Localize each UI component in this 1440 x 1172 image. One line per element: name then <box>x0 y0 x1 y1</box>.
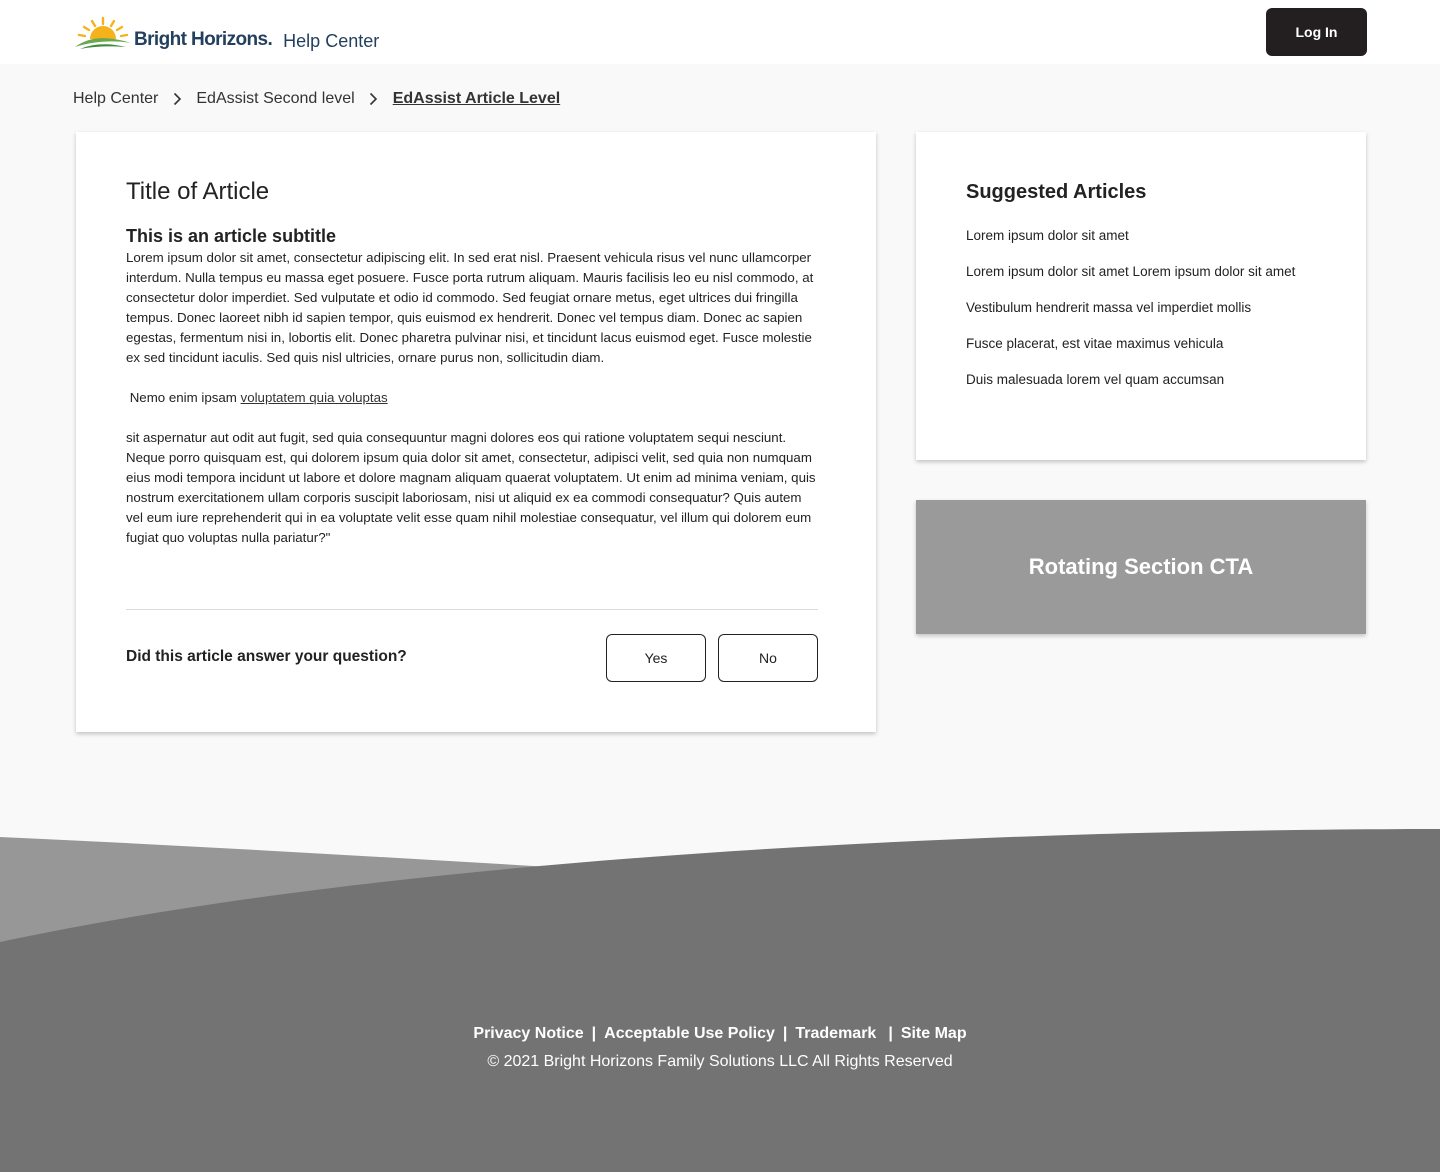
list-item <box>966 334 1306 354</box>
cta-label: Rotating Section CTA <box>1028 554 1254 579</box>
list-item <box>966 226 1306 246</box>
breadcrumb-edassist-second-level[interactable]: EdAssist Second level <box>196 90 355 107</box>
breadcrumb-edassist-article-level[interactable]: EdAssist Article Level <box>392 90 561 107</box>
breadcrumb-help-center[interactable]: Help Center <box>73 90 159 107</box>
feedback-yes-button[interactable]: Yes <box>606 634 706 682</box>
rotating-section-cta[interactable] <box>916 500 1366 634</box>
article-link-line <box>126 388 818 408</box>
suggested-articles-card <box>916 132 1366 460</box>
footer-link-trademark[interactable]: Trademark <box>795 1025 877 1042</box>
separator: | <box>591 1025 597 1042</box>
suggested-articles-list <box>966 226 1306 406</box>
footer-link-privacy-notice[interactable]: Privacy Notice <box>473 1025 584 1042</box>
footer-wave-background <box>0 828 1440 1172</box>
footer-link-acceptable-use-policy[interactable]: Acceptable Use Policy <box>604 1025 775 1042</box>
feedback-no-button[interactable]: No <box>718 634 818 682</box>
footer-link-site-map[interactable]: Site Map <box>900 1025 967 1042</box>
article-title: Title of Article <box>126 178 270 205</box>
sun-logo-icon <box>74 16 132 50</box>
list-item <box>966 262 1306 282</box>
separator: | <box>782 1025 788 1042</box>
chevron-right-icon <box>355 92 393 106</box>
article-inline-link[interactable]: voluptatem quia voluptas <box>240 390 388 405</box>
log-in-button[interactable]: Log In <box>1266 8 1367 56</box>
suggested-article-link[interactable]: Fusce placerat, est vitae maximus vehicula <box>966 336 1224 351</box>
feedback-question: Did this article answer your question? <box>126 648 407 665</box>
copyright-text: © 2021 Bright Horizons Family Solutions LLC All Rights Reserved <box>487 1053 953 1070</box>
separator: | <box>888 1025 893 1042</box>
suggested-article-link[interactable]: Lorem ipsum dolor sit amet Lorem ipsum dolor sit amet <box>966 264 1296 279</box>
bright-horizons-logo[interactable] <box>74 14 379 50</box>
article-paragraph-1: Lorem ipsum dolor sit amet, consectetur adipiscing elit. In sed erat nisl. Praesent vehicula risus vel nunc ullamcorper interdum. Nulla tempus eu massa eget posuere. Fusce porta rutrum aliquam. Mauris facilisis leo eu nisl commodo, at consectetur dolor imperdiet. Sed vulputate et odio id commodo. Sed feugiat ornare metus, eget ultrices dui fringilla tempus. Donec laoreet nibh id sapien tempor, quis euismod ex hendrerit. Donec vel tempus diam. Donec ac sapien egestas, fermentum nisi in, lobortis elit. Donec pharetra pulvinar nisi, et tincidunt lacus euismod eget. Fusce molestie ex sed tincidunt iaculis. Sed quis nisl ultricies, ornare purus non, sollicitudin diam. <box>126 250 814 365</box>
breadcrumb <box>73 88 560 110</box>
divider <box>126 609 818 610</box>
suggested-article-link[interactable]: Vestibulum hendrerit massa vel imperdiet mollis <box>966 300 1252 315</box>
logo-brand-text: Bright Horizons. <box>134 29 273 50</box>
logo-help-center-text: Help Center <box>283 31 380 51</box>
suggested-article-link[interactable]: Duis malesuada lorem vel quam accumsan <box>966 372 1225 387</box>
article-body <box>126 248 818 568</box>
list-item <box>966 298 1306 318</box>
suggested-article-link[interactable]: Lorem ipsum dolor sit amet <box>966 228 1129 243</box>
link-prefix-text: Nemo enim ipsam <box>126 390 241 405</box>
footer-links <box>0 1025 1440 1043</box>
article-paragraph-2: sit aspernatur aut odit aut fugit, sed quia consequuntur magni dolores eos qui ratione voluptatem sequi nesciunt. Neque porro quisquam est, qui dolorem ipsum quia dolor sit amet, consectetur, adipisci velit, sed quia non numquam eius modi tempora incidunt ut labore et dolore magnam aliquam quaerat voluptatem. Ut enim ad minima veniam, quis nostrum exercitationem ullam corporis suscipit laboriosam, nisi ut aliquid ex ea commodi consequatur? Quis autem vel eum iure reprehenderit qui in ea voluptate velit esse quam nihil molestiae consequatur, vel illum qui dolorem eum fugiat quo voluptas nulla pariatur?" <box>126 430 816 545</box>
suggested-articles-title: Suggested Articles <box>966 181 1147 203</box>
article-subtitle: This is an article subtitle <box>126 226 337 246</box>
article-card <box>76 132 876 732</box>
site-header <box>0 0 1440 64</box>
list-item <box>966 370 1306 390</box>
chevron-right-icon <box>158 92 196 106</box>
